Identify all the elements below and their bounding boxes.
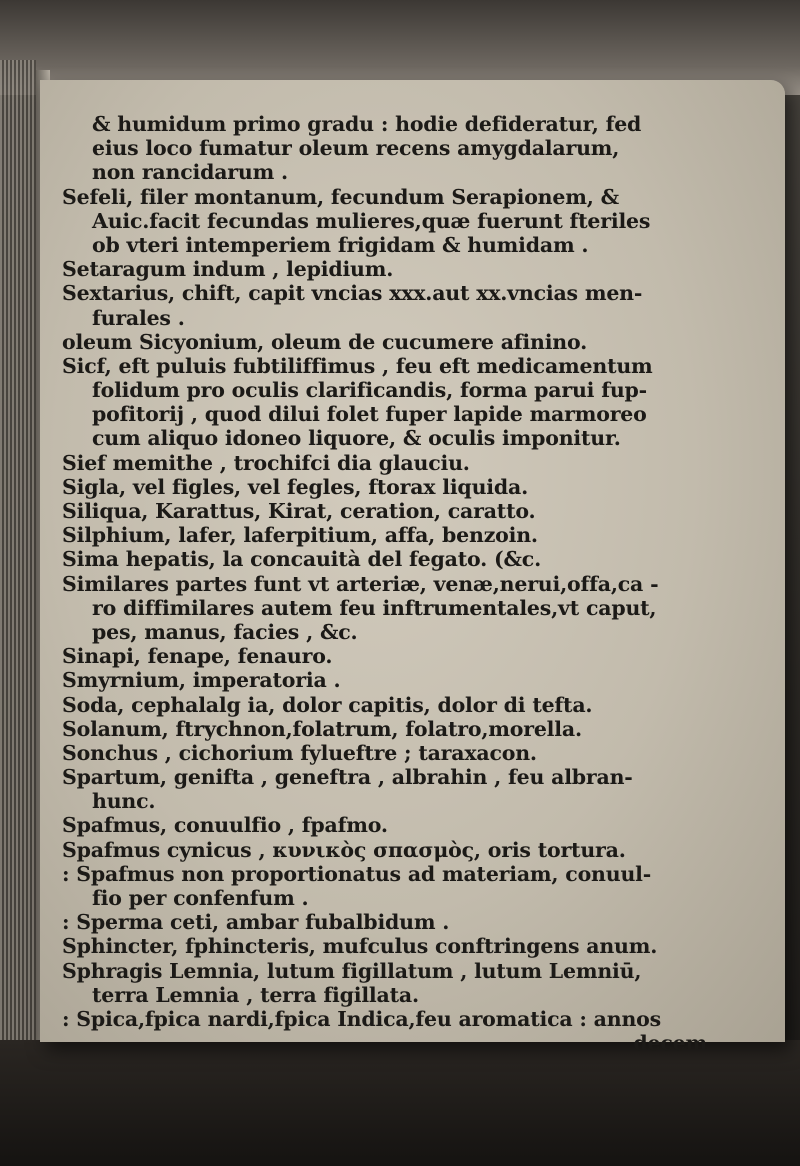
text-line: cum aliquo idoneo liquore, & oculis imponitur. [92, 426, 621, 451]
text-line: Sphragis Lemnia, lutum figillatum , lutum Lemniū, [62, 958, 642, 983]
text-line: oleum Sicyonium, oleum de cucumere afinino. [62, 329, 588, 354]
text-line: pes, manus, facies , &c. [92, 619, 358, 644]
text-line: Soda, cephalalg ia, dolor capitis, dolor di tefta. [62, 692, 593, 717]
text-line: Sima hepatis, la concauità del fegato. (&c. [62, 547, 542, 572]
text-line: ro diffimilares autem feu inftrumentales,vt caput, [92, 595, 657, 620]
bottom-shadow [0, 1040, 800, 1166]
text-line: Sonchus , cichorium fylueftre ; taraxacon. [62, 740, 537, 765]
text-line: Auic.facit fecundas mulieres,quæ fuerunt fteriles [92, 208, 651, 233]
text-line: Spafmus cynicus , κυνικὸς σπασμὸς, oris tortura. [62, 837, 626, 862]
text-line: Silphium, lafer, laferpitium, affa, benzoin. [62, 523, 538, 548]
text-line: Sief memithe , trochifci dia glauciu. [62, 450, 470, 475]
text-line: folidum pro oculis clarificandis, forma parui fup- [92, 378, 647, 403]
text-line: : Sperma ceti, ambar fubalbidum . [62, 910, 450, 935]
text-line: Siliqua, Karattus, Kirat, ceration, caratto. [62, 499, 536, 523]
text-line: : Spafmus non proportionatus ad materiam, conuul- [62, 861, 652, 886]
text-line: Smyrnium, imperatoria . [62, 668, 341, 693]
text-line: Sigla, vel figles, vel fegles, ftorax liquida. [62, 474, 529, 499]
text-line: terra Lemnia , terra figillata. [92, 982, 419, 1007]
text-line: hunc. [92, 789, 156, 814]
text-line: : Spica,fpica nardi,fpica Indica,feu aromatica : annos [62, 1006, 661, 1031]
text-line: Sicf, eft puluis fubtiliffimus , feu eft medicamentum [62, 353, 653, 378]
text-line: Sefeli, filer montanum, fecundum Serapionem, & [62, 184, 619, 209]
text-line: Sinapi, fenape, fenauro. [62, 644, 333, 669]
text-line: Solanum, ftrychnon,folatrum, folatro,morella. [62, 716, 582, 741]
text-line: non rancidarum . [92, 160, 288, 185]
text-line: eius loco fumatur oleum recens amygdalarum, [92, 136, 620, 161]
text-line: Spafmus, conuulfio , fpafmo. [62, 813, 388, 838]
text-line: Setaragum indum , lepidium. [62, 257, 394, 282]
text-line: ob vteri intemperiem frigidam & humidam . [92, 232, 589, 257]
text-line: fio per confenfum . [92, 886, 309, 910]
text-line: furales . [92, 305, 185, 330]
text-line: Similares partes funt vt arteriæ, venæ,nerui,offa,ca - [62, 571, 659, 596]
text-line: Sextarius, chift, capit vncias xxx.aut xx.vncias men- [62, 281, 643, 306]
page-text [62, 112, 762, 1055]
book-edge-pages [0, 60, 36, 1060]
text-line: pofitorij , quod dilui folet fuper lapide marmoreo [92, 402, 647, 427]
text-line: Sphincter, fphincteris, mufculus conftringens anum. [62, 934, 658, 959]
text-line: & humidum primo gradu : hodie defideratur, fed [92, 112, 642, 136]
text-line: Spartum, genifta , geneftra , albrahin , feu albran- [62, 765, 633, 790]
catchword: decem [633, 1031, 707, 1056]
